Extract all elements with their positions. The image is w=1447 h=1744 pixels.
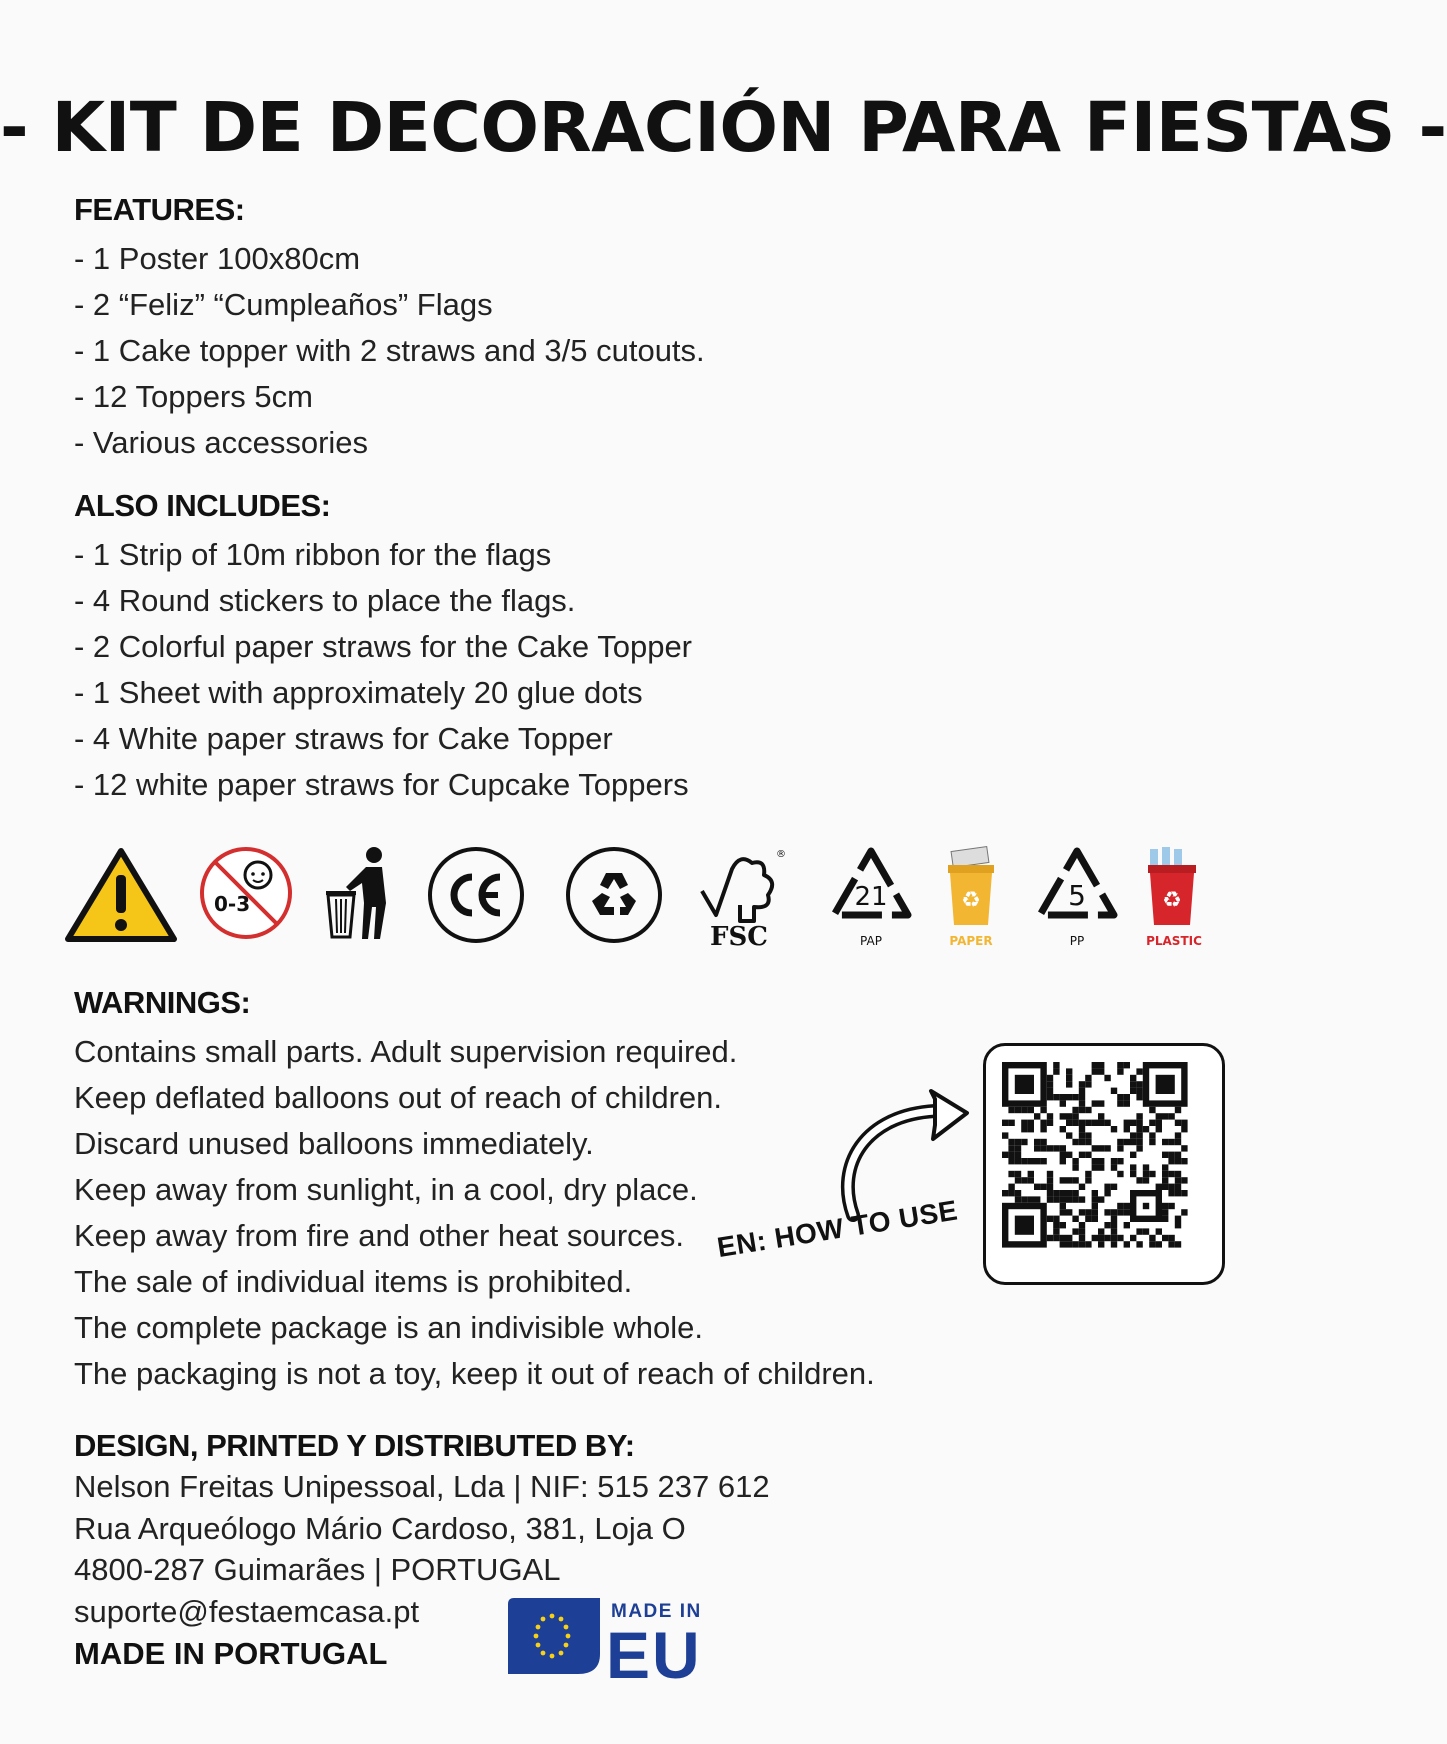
fsc-label: FSC bbox=[710, 922, 768, 952]
tidyman-icon bbox=[322, 845, 394, 941]
also-includes-section bbox=[74, 488, 692, 808]
pp-number: 5 bbox=[1068, 879, 1086, 912]
no-children-0-3-icon bbox=[198, 845, 294, 941]
include-item: - 1 Strip of 10m ribbon for the flags bbox=[74, 537, 552, 572]
feature-item: - 1 Poster 100x80cm bbox=[74, 241, 361, 276]
pap-21-recycle-icon bbox=[826, 845, 916, 951]
warning-item: Discard unused balloons immediately. bbox=[74, 1126, 594, 1161]
qr-code[interactable] bbox=[983, 1043, 1225, 1285]
features-section bbox=[74, 192, 705, 466]
feature-item: - 1 Cake topper with 2 straws and 3/5 cutouts. bbox=[74, 333, 705, 368]
certification-icons bbox=[64, 845, 1224, 955]
distributor-city: 4800-287 Guimarães | PORTUGAL bbox=[74, 1552, 561, 1587]
qr-code-pattern bbox=[986, 1046, 1222, 1282]
include-item: - 4 White paper straws for Cake Topper bbox=[74, 721, 613, 756]
plastic-bin-icon bbox=[1138, 845, 1216, 951]
include-item: - 12 white paper straws for Cupcake Toppers bbox=[74, 767, 689, 802]
warning-item: Keep away from sunlight, in a cool, dry place. bbox=[74, 1172, 698, 1207]
recycle-icon bbox=[564, 845, 664, 945]
eu-label: EU bbox=[606, 1618, 702, 1692]
include-item: - 1 Sheet with approximately 20 glue dots bbox=[74, 675, 643, 710]
svg-text:♻: ♻ bbox=[1162, 888, 1182, 913]
svg-text:♻: ♻ bbox=[961, 888, 981, 913]
pp-5-recycle-icon bbox=[1032, 845, 1122, 951]
include-item: - 2 Colorful paper straws for the Cake Topper bbox=[74, 629, 693, 664]
distributor-address: Rua Arqueólogo Mário Cardoso, 381, Loja O bbox=[74, 1510, 686, 1546]
made-in-portugal: MADE IN PORTUGAL bbox=[74, 1636, 388, 1671]
how-to-use-label: EN: HOW TO USE bbox=[714, 1194, 960, 1264]
ce-mark-icon bbox=[426, 845, 526, 945]
age-label: 0-3 bbox=[214, 892, 251, 916]
distributor-company: Nelson Freitas Unipessoal, Lda | NIF: 515 237 612 bbox=[74, 1469, 770, 1504]
feature-item: - Various accessories bbox=[74, 425, 369, 460]
warning-item: The packaging is not a toy, keep it out of reach of children. bbox=[74, 1356, 875, 1391]
include-item: - 4 Round stickers to place the flags. bbox=[74, 583, 576, 618]
distributor-heading: DESIGN, PRINTED Y DISTRIBUTED BY: bbox=[74, 1428, 635, 1463]
warning-item: The complete package is an indivisible whole. bbox=[74, 1310, 703, 1345]
page-title: - KIT DE DECORACIÓN PARA FIESTAS - bbox=[0, 88, 1447, 168]
warnings-section bbox=[74, 985, 875, 1397]
paper-bin-icon bbox=[938, 845, 1008, 951]
eu-flag-icon bbox=[508, 1598, 600, 1679]
distributor-email[interactable]: suporte@festaemcasa.pt bbox=[74, 1593, 420, 1629]
pp-label: PP bbox=[1069, 934, 1085, 948]
features-heading: FEATURES: bbox=[74, 192, 245, 227]
warning-item: The sale of individual items is prohibited. bbox=[74, 1264, 633, 1299]
warning-item: Keep away from fire and other heat sources. bbox=[74, 1218, 684, 1253]
feature-item: - 2 “Feliz” “Cumpleaños” Flags bbox=[74, 287, 493, 322]
svg-text:®: ® bbox=[776, 849, 786, 860]
pap-label: PAP bbox=[860, 934, 882, 948]
warnings-heading: WARNINGS: bbox=[74, 985, 251, 1020]
warning-icon bbox=[64, 845, 178, 945]
pap-number: 21 bbox=[854, 882, 888, 912]
plastic-label: PLASTIC bbox=[1146, 934, 1202, 948]
warning-item: Keep deflated balloons out of reach of children. bbox=[74, 1080, 723, 1115]
eu-made-in-label: MADE IN bbox=[611, 1601, 702, 1622]
paper-label: PAPER bbox=[949, 934, 993, 948]
feature-item: - 12 Toppers 5cm bbox=[74, 379, 313, 414]
warning-item: Contains small parts. Adult supervision required. bbox=[74, 1034, 738, 1069]
fsc-icon bbox=[696, 845, 786, 952]
also-includes-heading: ALSO INCLUDES: bbox=[74, 488, 331, 523]
